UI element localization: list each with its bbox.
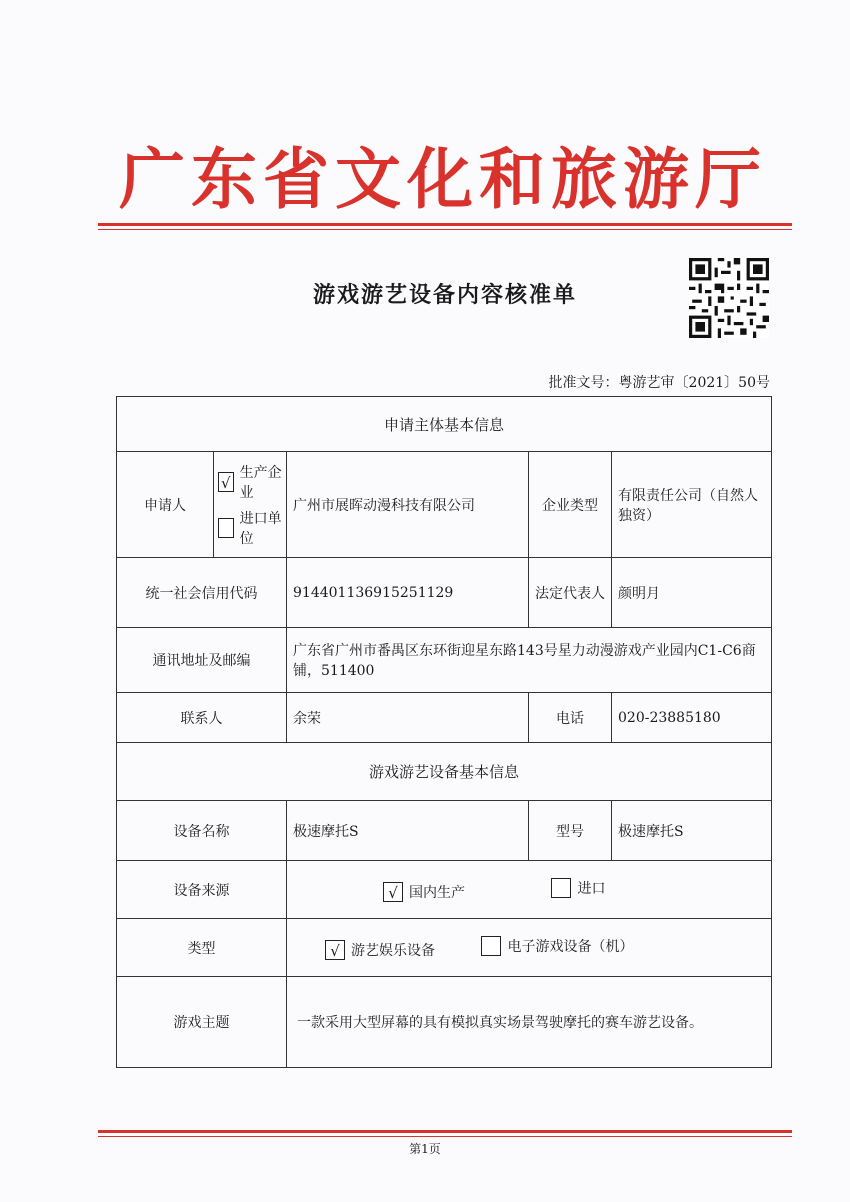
device-type-options: [287, 919, 772, 977]
footer-rule-thin: [98, 1136, 792, 1137]
model-label: 型号: [529, 801, 612, 861]
game-theme-value: 一款采用大型屏幕的具有模拟真实场景驾驶摩托的赛车游艺设备。: [287, 977, 772, 1068]
device-name-label: 设备名称: [117, 801, 287, 861]
producer-checkbox[interactable]: √: [218, 472, 234, 492]
domestic-option-label: 国内生产: [409, 884, 465, 901]
page-number: 第1页: [409, 1142, 441, 1156]
importer-checkbox[interactable]: [218, 518, 234, 538]
qr-code-icon: [689, 258, 769, 338]
game-theme-label: 游戏主题: [117, 977, 287, 1068]
approval-number: 批准文号：粤游艺审〔2021〕50号: [548, 375, 770, 391]
header-rule-thick: [98, 223, 792, 226]
contact-label: 联系人: [117, 693, 287, 743]
credit-code-label: 统一社会信用代码: [117, 558, 287, 628]
legal-rep-label: 法定代表人: [529, 558, 612, 628]
approval-form-table: [116, 396, 772, 1068]
electronic-game-checkbox[interactable]: [481, 936, 501, 956]
electronic-game-option-label: 电子游戏设备（机）: [507, 938, 634, 955]
device-type-label: 类型: [117, 919, 287, 977]
amusement-checkbox[interactable]: √: [325, 940, 345, 960]
address-value: 广东省广州市番禺区东环街迎星东路143号星力动漫游戏产业园内C1-C6商铺，511400: [287, 628, 772, 693]
producer-option-label: 生产企业: [239, 464, 282, 501]
device-section-heading: 游戏游艺设备基本信息: [117, 743, 772, 801]
document-title: 游戏游艺设备内容核准单: [312, 283, 577, 308]
legal-rep-value: 颜明月: [612, 558, 772, 628]
applicant-section-heading: 申请主体基本信息: [117, 397, 772, 452]
phone-label: 电话: [529, 693, 612, 743]
applicant-type-options: [214, 452, 287, 558]
import-option-label: 进口: [577, 880, 606, 897]
amusement-option-label: 游艺娱乐设备: [351, 942, 435, 959]
device-source-label: 设备来源: [117, 861, 287, 919]
header-rule-thin: [98, 229, 792, 230]
credit-code-value: 914401136915251129: [287, 558, 529, 628]
address-label: 通讯地址及邮编: [117, 628, 287, 693]
agency-title: 广东省文化和旅游厅: [119, 141, 767, 218]
phone-value: 020-23885180: [612, 693, 772, 743]
enterprise-type-label: 企业类型: [529, 452, 612, 558]
company-name: 广州市展晖动漫科技有限公司: [287, 452, 529, 558]
importer-option-label: 进口单位: [239, 510, 282, 547]
contact-value: 余荣: [287, 693, 529, 743]
domestic-checkbox[interactable]: √: [383, 882, 403, 902]
footer-rule-thick: [98, 1130, 792, 1133]
device-source-options: [287, 861, 772, 919]
model-value: 极速摩托S: [612, 801, 772, 861]
device-name-value: 极速摩托S: [287, 801, 529, 861]
import-checkbox[interactable]: [551, 878, 571, 898]
applicant-label: 申请人: [117, 452, 214, 558]
enterprise-type-value: 有限责任公司（自然人独资）: [612, 452, 772, 558]
